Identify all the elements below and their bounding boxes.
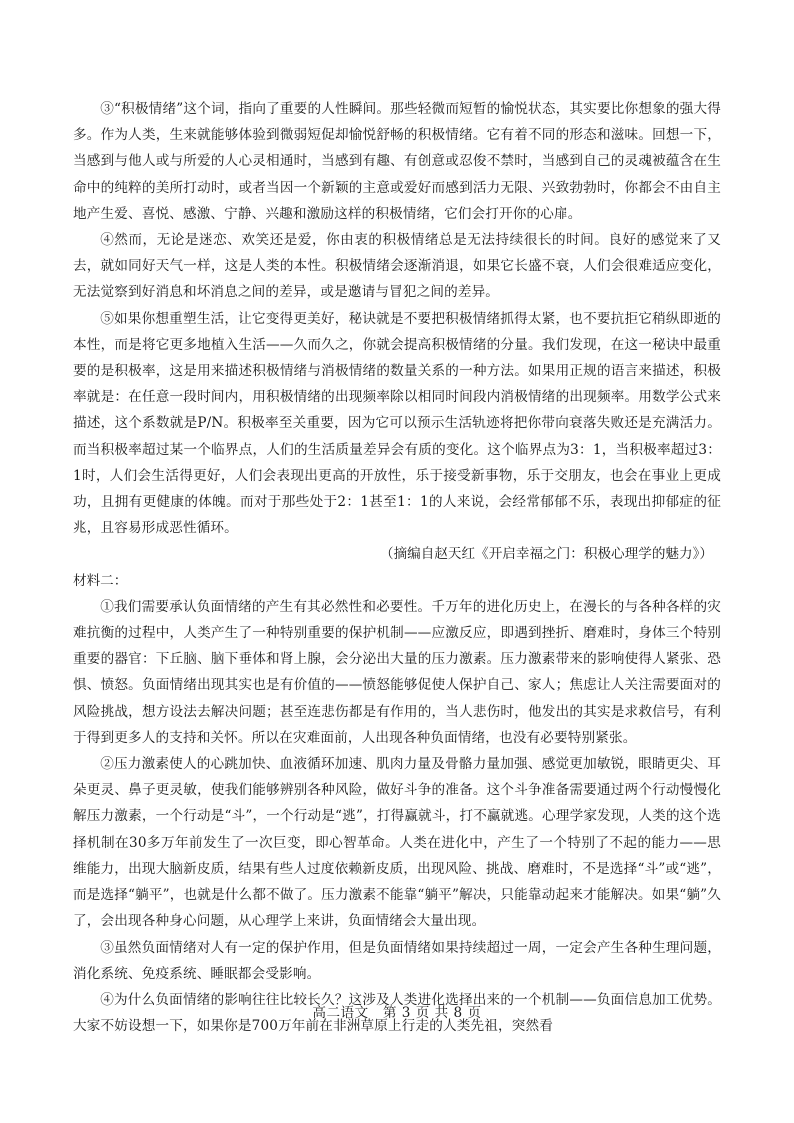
document-body — [73, 96, 721, 1039]
material2-label: 材料二： — [73, 572, 128, 589]
page-footer: 高二语文 第 3 页 共 8 页 — [312, 1005, 482, 1021]
material2-paragraph-4: ④为什么负面情绪的影响往往比较长久？这涉及人类进化选择出来的一个机制——负面信息加工优势。大家不妨设想一下，如果你是700万年前在非洲草原上行走的人类先祖，突然看 — [73, 991, 721, 1035]
material2-paragraph-3: ③虽然负面情绪对人有一定的保护作用，但是负面情绪如果持续超过一周，一定会产生各种生理问题，消化系统、免疫系统、睡眠都会受影响。 — [73, 939, 721, 982]
material1-paragraph-5: ⑤如果你想重塑生活，让它变得更美好，秘诀就是不要把积极情绪抓得太紧，也不要抗拒它稍纵即逝的本性，而是将它更多地植入生活——久而久之，你就会提高积极情绪的分量。我们发现，在这一秘诀中最重要的是积极率，这是用来描述积极情绪与消极情绪的数量关系的一种方法。如果用正规的语言来描述，积极率就是：在任意一段时间内，用积极情绪的出现频率除以相同时间段内消极情绪的出现频率。用数学公式来描述，这个系数就是P/N。积极率至关重要，因为它可以预示生活轨迹将把你带向衰落失败还是充满活力。而当积极率超过某一个临界点，人们的生活质量差异会有质的变化。这个临界点为3：1，当积极率超过3：1时，人们会生活得更好，人们会表现出更高的开放性，乐于接受新事物，乐于交朋友，也会在事业上更成功，且拥有更健康的体魄。而对于那些处于2：1甚至1：1的人来说，会经常郁郁不乐，表现出抑郁症的征兆，且容易形成恶性循环。 — [73, 310, 721, 537]
material2-paragraph-2: ②压力激素使人的心跳加快、血液循环加速、肌肉力量及骨骼力量加强、感觉更加敏锐，眼睛更尖、耳朵更灵、鼻子更灵敏，使我们能够辨别各种风险，做好斗争的准备。这个斗争准备需要通过两个行动慢慢化解压力激素，一个行动是“斗”，一个行动是“逃”，打得赢就斗，打不赢就逃。心理学家发现，人类的这个选择机制在30多万年前发生了一次巨变，即心智革命。人类在进化中，产生了一个特别了不起的能力——思维能力，出现大脑新皮质，结果有些人过度依赖新皮质，出现风险、挑战、磨难时，不是选择“斗”或“逃”，而是选择“躺平”，也就是什么都不做了。压力激素不能靠“躺平”解决，只能靠动起来才能解决。如果“躺”久了，会出现各种身心问题，从心理学上来讲，负面情绪会大量出现。 — [73, 756, 721, 930]
material1-source-citation: （摘编自赵天红《开启幸福之门：积极心理学的魅力》） — [379, 546, 713, 563]
material1-paragraph-4: ④然而，无论是迷恋、欢笑还是爱，你由衷的积极情绪总是无法持续很长的时间。良好的感觉来了又去，就如同好天气一样，这是人类的本性。积极情绪会逐渐消退，如果它长盛不衰，人们会很难适应变化，无法觉察到好消息和坏消息之间的差异，或是邀请与冒犯之间的差异。 — [73, 232, 721, 301]
material2-paragraph-1: ①我们需要承认负面情绪的产生有其必然性和必要性。千万年的进化历史上，在漫长的与各种各样的灾难抗衡的过程中，人类产生了一种特别重要的保护机制——应激反应，即遇到挫折、磨难时，身体三个特别重要的器官：下丘脑、脑下垂体和肾上腺，会分泌出大量的压力激素。压力激素带来的影响使得人紧张、恐惧、愤怒。负面情绪出现其实也是有价值的——愤怒能够促使人保护自己、家人；焦虑让人关注需要面对的风险挑战，想方设法去解决问题；甚至连悲伤都是有作用的，当人悲伤时，他发出的其实是求救信号，有利于得到更多人的支持和关怀。所以在灾难面前，人出现各种负面情绪，也没有必要特别紧张。 — [73, 598, 721, 746]
material1-paragraph-3: ③“积极情绪”这个词，指向了重要的人性瞬间。那些轻微而短暂的愉悦状态，其实要比你想象的强大得多。作为人类，生来就能够体验到微弱短促却愉悦舒畅的积极情绪。它有着不同的形态和滋味。回想一下，当感到与他人或与所爱的人心灵相通时，当感到有趣、有创意或忍俊不禁时，当感到自己的灵魂被蕴含在生命中的纯粹的美所打动时，或者当因一个新颖的主意或爱好而感到活力无限、兴致勃勃时，你都会不由自主地产生爱、喜悦、感激、宁静、兴趣和激励这样的积极情绪，它们会打开你的心扉。 — [73, 101, 721, 222]
